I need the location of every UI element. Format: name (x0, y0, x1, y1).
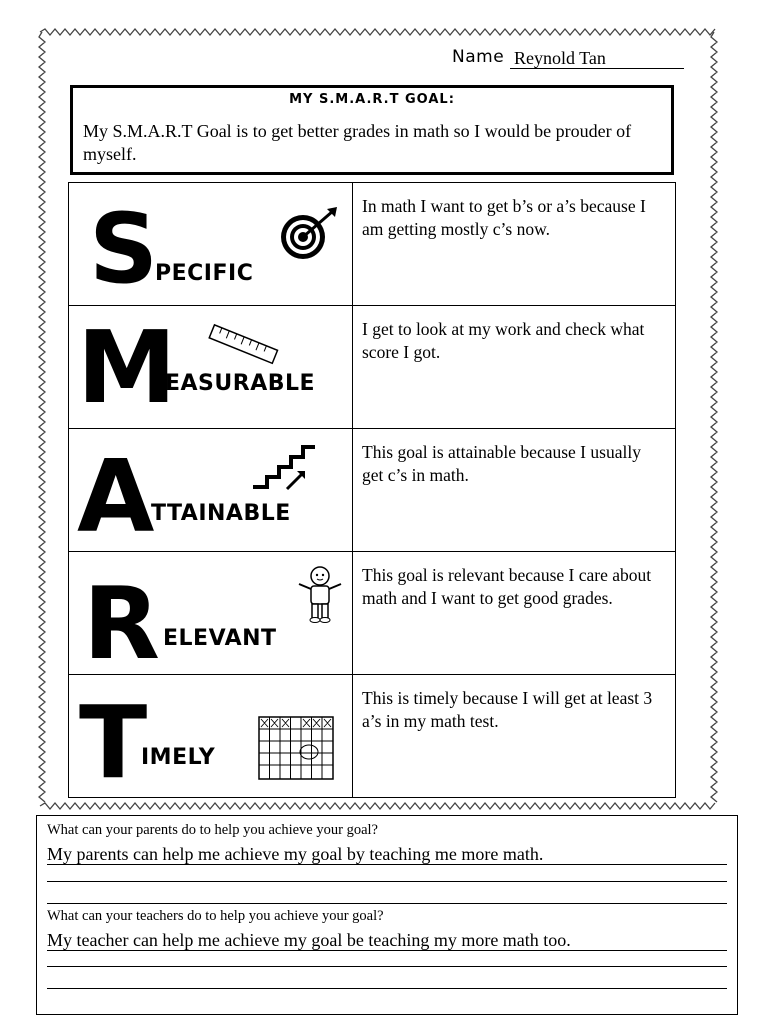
blank-line[interactable] (47, 966, 727, 967)
stairs-icon (249, 443, 319, 493)
goal-title: MY S.M.A.R.T GOAL: (289, 92, 455, 107)
smart-answer-specific[interactable]: In math I want to get b’s or a’s because I am getting mostly c’s now. (362, 196, 646, 239)
smart-answer-attainable[interactable]: This goal is attainable because I usually get c’s in math. (362, 442, 641, 485)
kid-icon (295, 564, 345, 624)
smart-row-timely (69, 675, 675, 801)
smart-label-cell (69, 552, 353, 682)
word-timely: IMELY (141, 745, 216, 770)
smart-label-cell (69, 429, 353, 555)
big-letter-r: R (83, 565, 161, 682)
smart-answer-measurable[interactable]: I get to look at my work and check what score I got. (362, 319, 645, 362)
parents-question: What can your parents do to help you achieve your goal? (47, 822, 378, 838)
word-specific: PECIFIC (155, 261, 254, 286)
blank-line[interactable] (47, 903, 727, 904)
smart-label-cell (69, 183, 353, 305)
word-measurable: EASURABLE (165, 371, 316, 396)
smart-table (68, 182, 676, 801)
goal-box (70, 85, 674, 175)
big-letter-a: A (77, 438, 155, 555)
word-relevant: ELEVANT (163, 626, 277, 651)
smart-row-attainable (69, 429, 675, 555)
big-letter-m: M (77, 309, 177, 426)
teachers-answer[interactable]: My teacher can help me achieve my goal be teaching my more math too. (47, 930, 727, 951)
goal-text[interactable]: My S.M.A.R.T Goal is to get better grades in math so I would be prouder of myself. (83, 121, 632, 164)
smart-label-cell (69, 306, 353, 428)
name-field[interactable]: Reynold Tan (510, 48, 684, 69)
target-icon (275, 205, 341, 261)
word-attainable: TTAINABLE (151, 501, 291, 526)
big-letter-s: S (89, 193, 159, 305)
smart-label-cell (69, 675, 353, 801)
name-label: Name (452, 47, 505, 67)
blank-line[interactable] (47, 988, 727, 989)
big-letter-t: T (79, 684, 148, 801)
support-questions-box (36, 815, 738, 1015)
smart-answer-timely[interactable]: This is timely because I will get at least 3 a’s in my math test. (362, 688, 653, 731)
smart-answer-relevant[interactable]: This goal is relevant because I care about math and I want to get good grades. (362, 565, 652, 608)
smart-row-relevant (69, 552, 675, 682)
smart-row-specific (69, 183, 675, 306)
teachers-question: What can your teachers do to help you achieve your goal? (47, 908, 384, 924)
blank-line[interactable] (47, 881, 727, 882)
ruler-icon (205, 321, 281, 369)
parents-answer[interactable]: My parents can help me achieve my goal by teaching me more math. (47, 844, 727, 865)
calendar-icon (257, 715, 335, 781)
smart-row-measurable (69, 306, 675, 429)
